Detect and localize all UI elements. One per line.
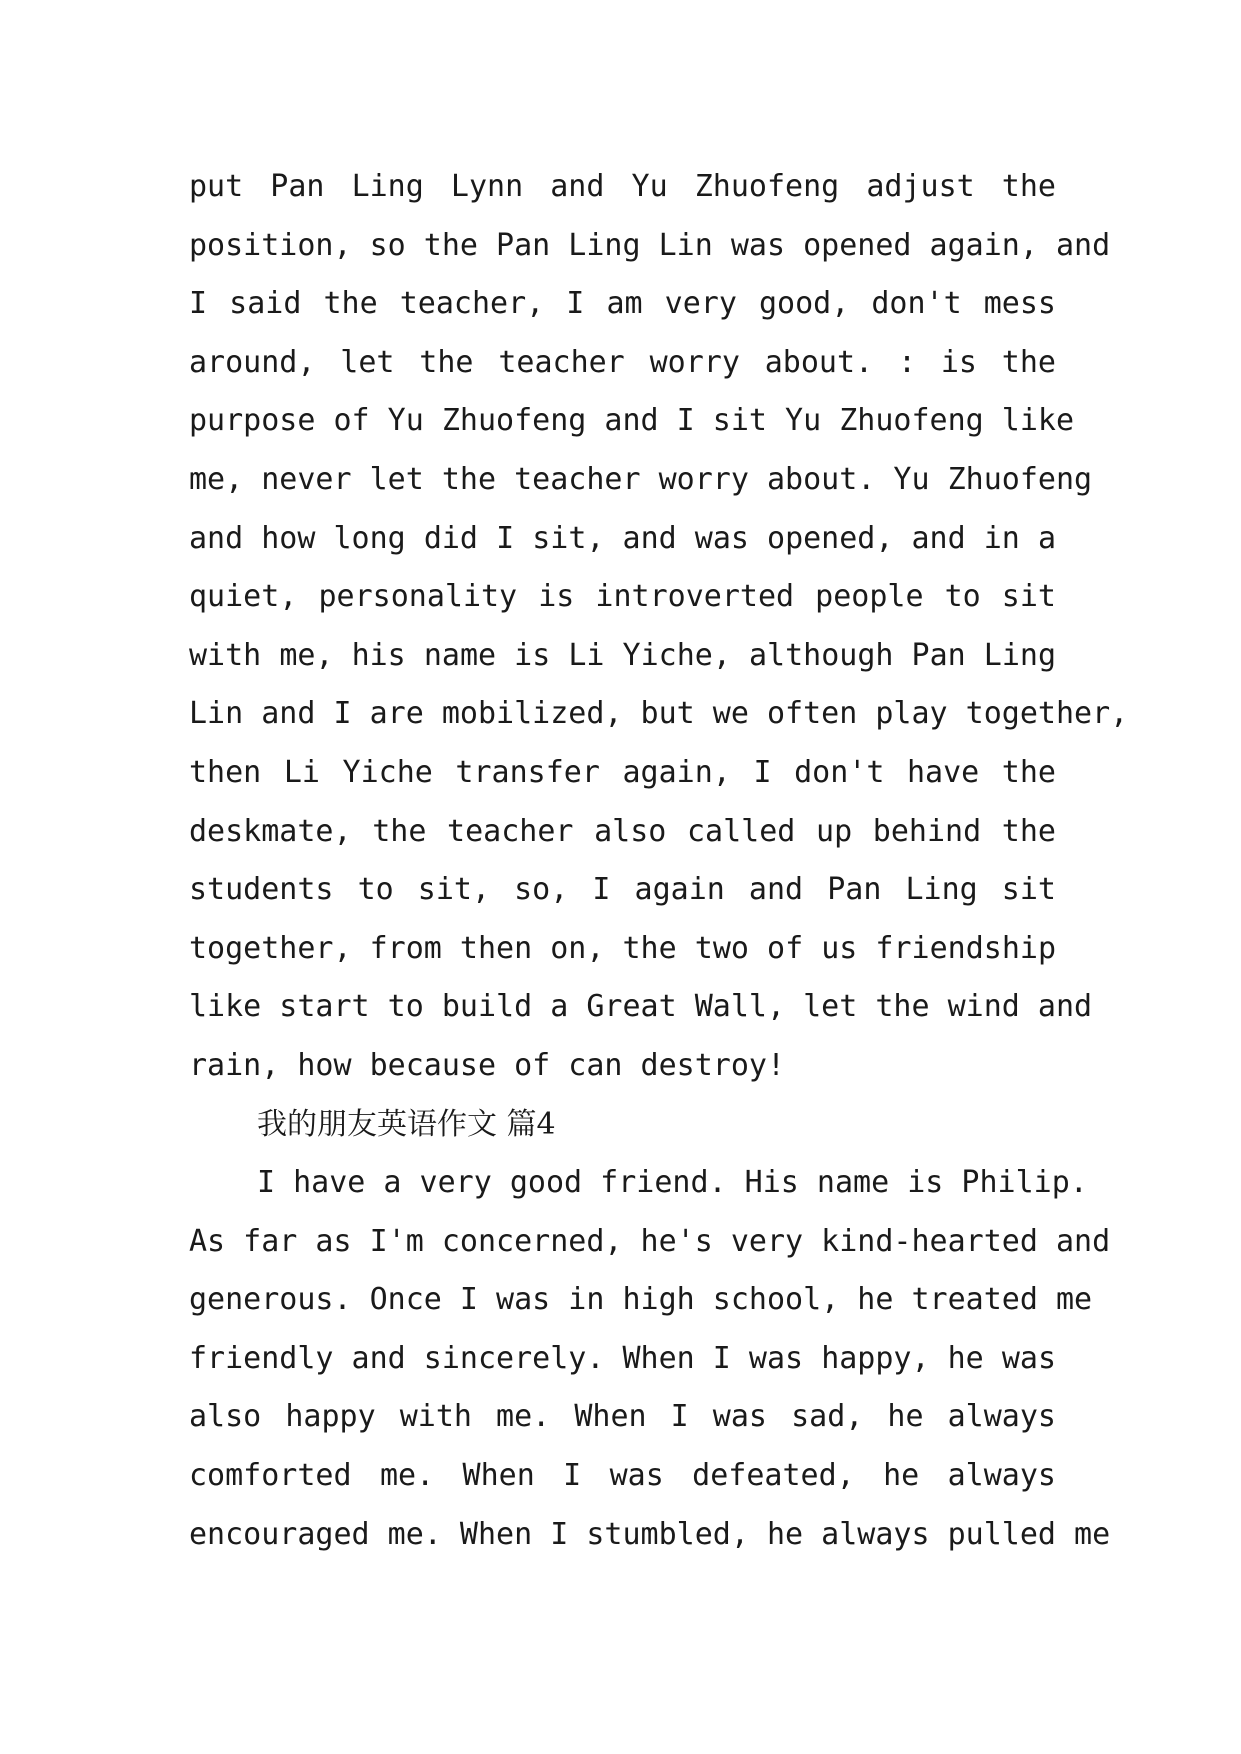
paragraph-line: and how long did I sit, and was opened, and in a — [189, 520, 1056, 556]
paragraph-line: around, let the teacher worry about. : is the — [189, 344, 1056, 380]
paragraph-line: friendly and sincerely. When I was happy, he was — [189, 1340, 1056, 1376]
paragraph-line: As far as I'm concerned, he's very kind-hearted and — [189, 1223, 1111, 1259]
paragraph-line: with me, his name is Li Yiche, although Pan Ling — [189, 637, 1056, 673]
paragraph-line: then Li Yiche transfer again, I don't have the — [189, 754, 1056, 790]
paragraph-line: Lin and I are mobilized, but we often play together, — [189, 696, 1129, 732]
paragraph-line: put Pan Ling Lynn and Yu Zhuofeng adjust the — [189, 169, 1056, 204]
paragraph-line: encouraged me. When I stumbled, he always pulled me — [189, 1516, 1111, 1552]
paragraph-line: deskmate, the teacher also called up behind the — [189, 813, 1056, 849]
paragraph-line: also happy with me. When I was sad, he always — [189, 1399, 1056, 1435]
paragraph-line: quiet, personality is introverted people to sit — [189, 579, 1056, 615]
paragraph-line: me, never let the teacher worry about. Yu Zhuofeng — [189, 461, 1093, 497]
paragraph-line: position, so the Pan Ling Lin was opened again, and — [189, 227, 1111, 263]
paragraph-line: comforted me. When I was defeated, he always — [189, 1458, 1056, 1494]
paragraph-line: purpose of Yu Zhuofeng and I sit Yu Zhuofeng like — [189, 403, 1075, 439]
paragraph-line: together, from then on, the two of us friendship — [189, 930, 1056, 966]
paragraph-line: like start to build a Great Wall, let the wind and — [189, 989, 1093, 1025]
body-text — [189, 158, 1129, 1564]
paragraph-line: students to sit, so, I again and Pan Ling sit — [189, 872, 1056, 908]
paragraph-line: rain, how because of can destroy! — [189, 1047, 786, 1083]
paragraph-line: I have a very good friend. His name is Philip. — [257, 1165, 1088, 1201]
paragraph-line: generous. Once I was in high school, he treated me — [189, 1282, 1093, 1318]
section-heading: 我的朋友英语作文 篇4 — [257, 1106, 556, 1142]
paragraph-line: I said the teacher, I am very good, don't mess — [189, 286, 1056, 322]
